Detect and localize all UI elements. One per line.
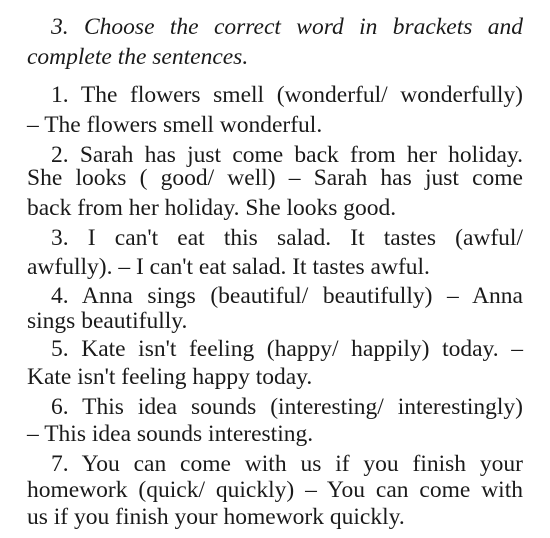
item-4-line-2: sings beautifully. [27,308,188,334]
item-1-line-2: – The flowers smell wonderful. [27,112,323,138]
item-3-line-1: 3. I can't eat this salad. It tastes (awful/ [51,225,523,251]
item-7-line-2: homework (quick/ quickly) – You can come with [27,477,523,503]
item-4-line-1: 4. Anna sings (beautiful/ beautifully) – Anna [51,283,523,309]
item-2-line-1: 2. Sarah has just come back from her holiday. [51,142,523,168]
item-6-line-2: – This idea sounds interesting. [27,421,314,447]
exercise-title-line-2: complete the sentences. [27,44,249,70]
item-3-line-2: awfully). – I can't eat salad. It tastes awful. [27,254,430,280]
item-1-line-1: 1. The flowers smell (wonderful/ wonderfully) [51,82,523,108]
exercise-title-line-1: 3. Choose the correct word in brackets and [51,14,523,40]
item-6-line-1: 6. This idea sounds (interesting/ interestingly) [51,394,523,420]
item-2-line-3: back from her holiday. She looks good. [27,195,397,221]
item-5-line-1: 5. Kate isn't feeling (happy/ happily) today. – [51,336,523,362]
item-5-line-2: Kate isn't feeling happy today. [27,364,313,390]
item-7-line-3: us if you finish your homework quickly. [27,504,405,530]
item-2-line-2: She looks ( good/ well) – Sarah has just come [27,165,523,191]
item-7-line-1: 7. You can come with us if you finish your [51,451,523,477]
